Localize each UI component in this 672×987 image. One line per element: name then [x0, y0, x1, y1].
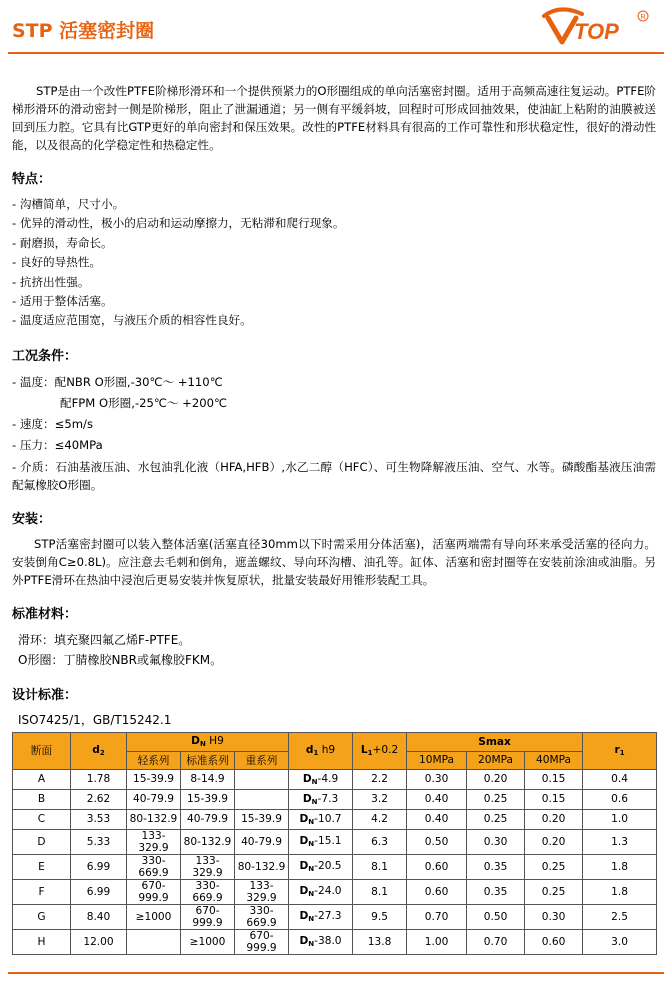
cell-20mpa: 0.70	[467, 929, 525, 954]
install-heading: 安装：	[12, 511, 52, 527]
cell-d1: $D_N-38.0$	[289, 929, 353, 954]
condition-media: - 介质：石油基液压油、水包油乳化液（HFA,HFB）,水乙二醇（HFC）、可生物降解液压油、空气、水等。磷酸酯基液压油需配氟橡胶O形圈。	[12, 459, 656, 492]
cell-d2: 6.99	[71, 879, 127, 904]
cell-d2: 5.33	[71, 829, 127, 854]
cell-heavy: 80-132.9	[235, 854, 289, 879]
table-row	[13, 769, 657, 789]
cell-light: ≥1000	[127, 904, 181, 929]
condition-pressure: - 压力：≤40MPa	[12, 437, 103, 452]
cell-r1: 1.0	[583, 809, 657, 829]
cell-section: A	[13, 769, 71, 789]
cell-l1: 3.2	[353, 789, 407, 809]
col-header-smax: Smax	[407, 732, 583, 751]
document-body	[12, 60, 656, 955]
cell-r1: 1.3	[583, 829, 657, 854]
cell-light: 133-329.9	[127, 829, 181, 854]
table-row	[13, 854, 657, 879]
cell-40mpa: 0.15	[525, 769, 583, 789]
cell-l1: 8.1	[353, 879, 407, 904]
dimension-table	[12, 732, 657, 955]
condition-temp-nbr: - 温度：配NBR O形圈,-30℃～ +110℃	[12, 374, 223, 389]
cell-20mpa: 0.20	[467, 769, 525, 789]
cell-light: 80-132.9	[127, 809, 181, 829]
cell-10mpa: 0.40	[407, 789, 467, 809]
cell-40mpa: 0.30	[525, 904, 583, 929]
col-header-heavy: 重系列	[235, 751, 289, 769]
cell-20mpa: 0.25	[467, 789, 525, 809]
col-header-dn: $D_N$ H9	[127, 732, 289, 751]
feature-item: - 温度适应范围宽，与液压介质的相容性良好。	[12, 313, 252, 328]
cell-section: D	[13, 829, 71, 854]
cell-heavy	[235, 789, 289, 809]
col-header-section: 断面	[13, 732, 71, 769]
cell-10mpa: 1.00	[407, 929, 467, 954]
cell-light	[127, 929, 181, 954]
svg-text:R: R	[640, 14, 646, 21]
cell-l1: 4.2	[353, 809, 407, 829]
cell-standard: 8-14.9	[181, 769, 235, 789]
cell-d1: $D_N-10.7$	[289, 809, 353, 829]
cell-10mpa: 0.60	[407, 879, 467, 904]
col-header-10mpa: 10MPa	[407, 751, 467, 769]
cell-20mpa: 0.50	[467, 904, 525, 929]
feature-item: - 耐磨损，寿命长。	[12, 235, 113, 250]
cell-l1: 6.3	[353, 829, 407, 854]
cell-r1: 1.8	[583, 879, 657, 904]
condition-speed: - 速度：≤5m/s	[12, 416, 93, 431]
cell-heavy: 40-79.9	[235, 829, 289, 854]
cell-d1: $D_N-27.3$	[289, 904, 353, 929]
cell-d2: 2.62	[71, 789, 127, 809]
feature-item: - 优异的滑动性，极小的启动和运动摩擦力，无粘滞和爬行现象。	[12, 216, 345, 231]
cell-r1: 2.5	[583, 904, 657, 929]
feature-item: - 抗挤出性强。	[12, 274, 90, 289]
col-header-d1: $d_1$ h9	[289, 732, 353, 769]
cell-l1: 2.2	[353, 769, 407, 789]
cell-40mpa: 0.60	[525, 929, 583, 954]
cell-r1: 3.0	[583, 929, 657, 954]
cell-standard: 40-79.9	[181, 809, 235, 829]
cell-d2: 8.40	[71, 904, 127, 929]
table-row	[13, 789, 657, 809]
cell-d2: 1.78	[71, 769, 127, 789]
feature-item: - 沟槽简单，尺寸小。	[12, 197, 125, 211]
material-o-ring: O形圈：丁腈橡胶NBR或氟橡胶FKM。	[18, 652, 223, 667]
design-standards: ISO7425/1，GB/T15242.1	[18, 712, 172, 727]
cell-40mpa: 0.20	[525, 809, 583, 829]
cell-20mpa: 0.25	[467, 809, 525, 829]
cell-20mpa: 0.30	[467, 829, 525, 854]
page-title: STP 活塞密封圈	[12, 20, 155, 42]
cell-r1: 1.8	[583, 854, 657, 879]
cell-section: G	[13, 904, 71, 929]
page-header	[8, 6, 664, 52]
cell-standard: 670-999.9	[181, 904, 235, 929]
cell-l1: 13.8	[353, 929, 407, 954]
cell-20mpa: 0.35	[467, 879, 525, 904]
cell-standard: ≥1000	[181, 929, 235, 954]
cell-40mpa: 0.15	[525, 789, 583, 809]
conditions-heading: 工况条件：	[12, 348, 78, 364]
feature-item: - 良好的导热性。	[12, 255, 102, 270]
cell-light: 330-669.9	[127, 854, 181, 879]
table-row	[13, 929, 657, 954]
cell-section: E	[13, 854, 71, 879]
cell-section: F	[13, 879, 71, 904]
vtop-logo	[540, 6, 654, 48]
table-body	[13, 769, 657, 954]
col-header-d2: $d_2$	[71, 732, 127, 769]
cell-d2: 3.53	[71, 809, 127, 829]
cell-heavy: 670-999.9	[235, 929, 289, 954]
cell-20mpa: 0.35	[467, 854, 525, 879]
feature-item: - 适用于整体活塞。	[12, 294, 113, 309]
cell-standard: 15-39.9	[181, 789, 235, 809]
col-header-l1: $L_1+0.2$	[353, 732, 407, 769]
features-list	[12, 195, 656, 331]
table-row	[13, 904, 657, 929]
table-row	[13, 809, 657, 829]
cell-r1: 0.4	[583, 769, 657, 789]
cell-40mpa: 0.25	[525, 879, 583, 904]
intro-paragraph: STP是由一个改性PTFE阶梯形滑环和一个提供预紧力的O形圈组成的单向活塞密封圈。适用于高频高速往复运动。PTFE阶梯形滑环的滑动密封一侧是阶梯形，阻止了泄漏通道；另一侧有平缓斜坡，回程时可形成回抽效果，使油缸上粘附的油膜被送回到压力腔。它具有比GTP更好的单向密封和保压效果。改性的PTFE材料具有很高的工作可靠性和形状稳定性，很好的滑动性能，以及很高的化学稳定性和热稳定性。	[12, 84, 657, 152]
col-header-r1: $r_1$	[583, 732, 657, 769]
cell-standard: 80-132.9	[181, 829, 235, 854]
cell-l1: 9.5	[353, 904, 407, 929]
cell-l1: 8.1	[353, 854, 407, 879]
cell-10mpa: 0.70	[407, 904, 467, 929]
cell-d1: $D_N-20.5$	[289, 854, 353, 879]
cell-heavy: 15-39.9	[235, 809, 289, 829]
cell-d2: 6.99	[71, 854, 127, 879]
cell-40mpa: 0.20	[525, 829, 583, 854]
footer-divider	[8, 972, 664, 974]
cell-heavy	[235, 769, 289, 789]
condition-temp-fpm: 配FPM O形圈,-25℃～ +200℃	[60, 395, 228, 410]
cell-standard: 133-329.9	[181, 854, 235, 879]
col-header-light: 轻系列	[127, 751, 181, 769]
cell-d1: $D_N-15.1$	[289, 829, 353, 854]
cell-light: 670-999.9	[127, 879, 181, 904]
install-paragraph: STP活塞密封圈可以装入整体活塞(活塞直径30mm以下时需采用分体活塞)，活塞两端需有导向环来承受活塞的径向力。安装倒角C≥0.8L)。应注意去毛刺和倒角，遮盖螺纹、导向环沟槽、油孔等。缸体、活塞和密封圈等在安装前涂油或油脂。另外PTFE滑环在热油中浸泡后更易安装并恢复原状，批量安装最好用锥形装配工具。	[12, 536, 656, 587]
cell-light: 40-79.9	[127, 789, 181, 809]
svg-text:TOP: TOP	[574, 19, 619, 44]
header-divider	[8, 52, 664, 54]
cell-light: 15-39.9	[127, 769, 181, 789]
cell-10mpa: 0.40	[407, 809, 467, 829]
col-header-standard: 标准系列	[181, 751, 235, 769]
cell-section: H	[13, 929, 71, 954]
materials-heading: 标准材料：	[12, 606, 78, 622]
table-row	[13, 829, 657, 854]
material-slide-ring: 滑环：填充聚四氟乙烯F-PTFE。	[18, 632, 191, 647]
cell-d1: $D_N-4.9$	[289, 769, 353, 789]
design-heading: 设计标准：	[12, 687, 78, 703]
cell-section: B	[13, 789, 71, 809]
cell-10mpa: 0.30	[407, 769, 467, 789]
cell-d2: 12.00	[71, 929, 127, 954]
cell-10mpa: 0.60	[407, 854, 467, 879]
cell-r1: 0.6	[583, 789, 657, 809]
col-header-20mpa: 20MPa	[467, 751, 525, 769]
col-header-40mpa: 40MPa	[525, 751, 583, 769]
cell-10mpa: 0.50	[407, 829, 467, 854]
cell-section: C	[13, 809, 71, 829]
features-heading: 特点：	[12, 172, 52, 187]
cell-d1: $D_N-24.0$	[289, 879, 353, 904]
cell-40mpa: 0.25	[525, 854, 583, 879]
cell-d1: $D_N-7.3$	[289, 789, 353, 809]
table-row	[13, 879, 657, 904]
cell-standard: 330-669.9	[181, 879, 235, 904]
cell-heavy: 133-329.9	[235, 879, 289, 904]
cell-heavy: 330-669.9	[235, 904, 289, 929]
